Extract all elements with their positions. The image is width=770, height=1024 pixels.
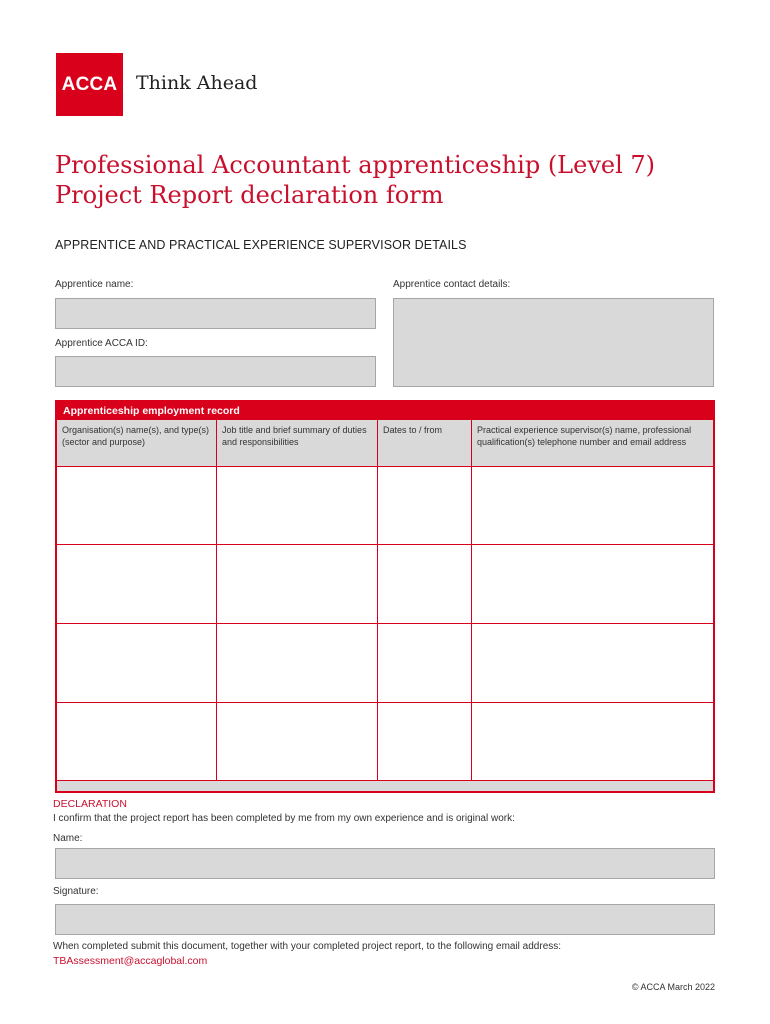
table-footer-bar bbox=[57, 780, 713, 791]
details-section-heading: APPRENTICE AND PRACTICAL EXPERIENCE SUPERVISOR DETAILS bbox=[55, 238, 467, 252]
copyright-footer: © ACCA March 2022 bbox=[631, 982, 715, 992]
column-header-supervisor: Practical experience supervisor(s) name, professional qualification(s) telephone number and email address bbox=[472, 420, 713, 466]
table-cell-r3-supervisor[interactable] bbox=[472, 624, 713, 703]
apprentice-id-field[interactable] bbox=[55, 356, 376, 387]
name-field[interactable] bbox=[55, 848, 715, 879]
table-cell-r1-supervisor[interactable] bbox=[472, 466, 713, 545]
table-cell-r1-dates[interactable] bbox=[378, 466, 472, 545]
employment-record-heading: Apprenticeship employment record bbox=[57, 402, 713, 420]
table-cell-r4-dates[interactable] bbox=[378, 703, 472, 782]
signature-label: Signature: bbox=[53, 886, 99, 897]
column-header-job-title: Job title and brief summary of duties and responsibilities bbox=[217, 420, 378, 466]
apprentice-contact-field[interactable] bbox=[393, 298, 714, 387]
table-cell-r3-job[interactable] bbox=[217, 624, 378, 703]
table-cell-r1-job[interactable] bbox=[217, 466, 378, 545]
tagline: Think Ahead bbox=[136, 72, 258, 94]
table-cell-r2-dates[interactable] bbox=[378, 545, 472, 624]
apprentice-id-label: Apprentice ACCA ID: bbox=[55, 338, 148, 349]
table-cell-r4-supervisor[interactable] bbox=[472, 703, 713, 782]
table-cell-r4-job[interactable] bbox=[217, 703, 378, 782]
page-title bbox=[55, 150, 735, 210]
table-cell-r3-dates[interactable] bbox=[378, 624, 472, 703]
table-cell-r4-organisation[interactable] bbox=[57, 703, 217, 782]
table-cell-r2-job[interactable] bbox=[217, 545, 378, 624]
declaration-statement: I confirm that the project report has been completed by me from my own experience and is original work: bbox=[53, 813, 515, 824]
logo-text: ACCA bbox=[61, 73, 118, 95]
apprentice-name-field[interactable] bbox=[55, 298, 376, 329]
table-cell-r1-organisation[interactable] bbox=[57, 466, 217, 545]
apprentice-name-label: Apprentice name: bbox=[55, 279, 134, 290]
title-line-2: Project Report declaration form bbox=[55, 181, 444, 209]
name-label: Name: bbox=[53, 833, 83, 844]
declaration-heading: DECLARATION bbox=[53, 798, 127, 810]
submit-instruction: When completed submit this document, together with your completed project report, to the following email address: bbox=[53, 941, 562, 952]
acca-logo bbox=[56, 53, 123, 116]
column-header-dates: Dates to / from bbox=[378, 420, 472, 466]
apprentice-contact-label: Apprentice contact details: bbox=[393, 279, 511, 290]
employment-record-table bbox=[55, 400, 715, 793]
signature-field[interactable] bbox=[55, 904, 715, 935]
table-cell-r2-supervisor[interactable] bbox=[472, 545, 713, 624]
table-cell-r3-organisation[interactable] bbox=[57, 624, 217, 703]
submission-email-link[interactable]: TBAssessment@accaglobal.com bbox=[53, 955, 208, 967]
column-header-organisation: Organisation(s) name(s), and type(s) (sector and purpose) bbox=[57, 420, 217, 466]
table-cell-r2-organisation[interactable] bbox=[57, 545, 217, 624]
title-line-1: Professional Accountant apprenticeship (Level 7) bbox=[55, 151, 656, 179]
